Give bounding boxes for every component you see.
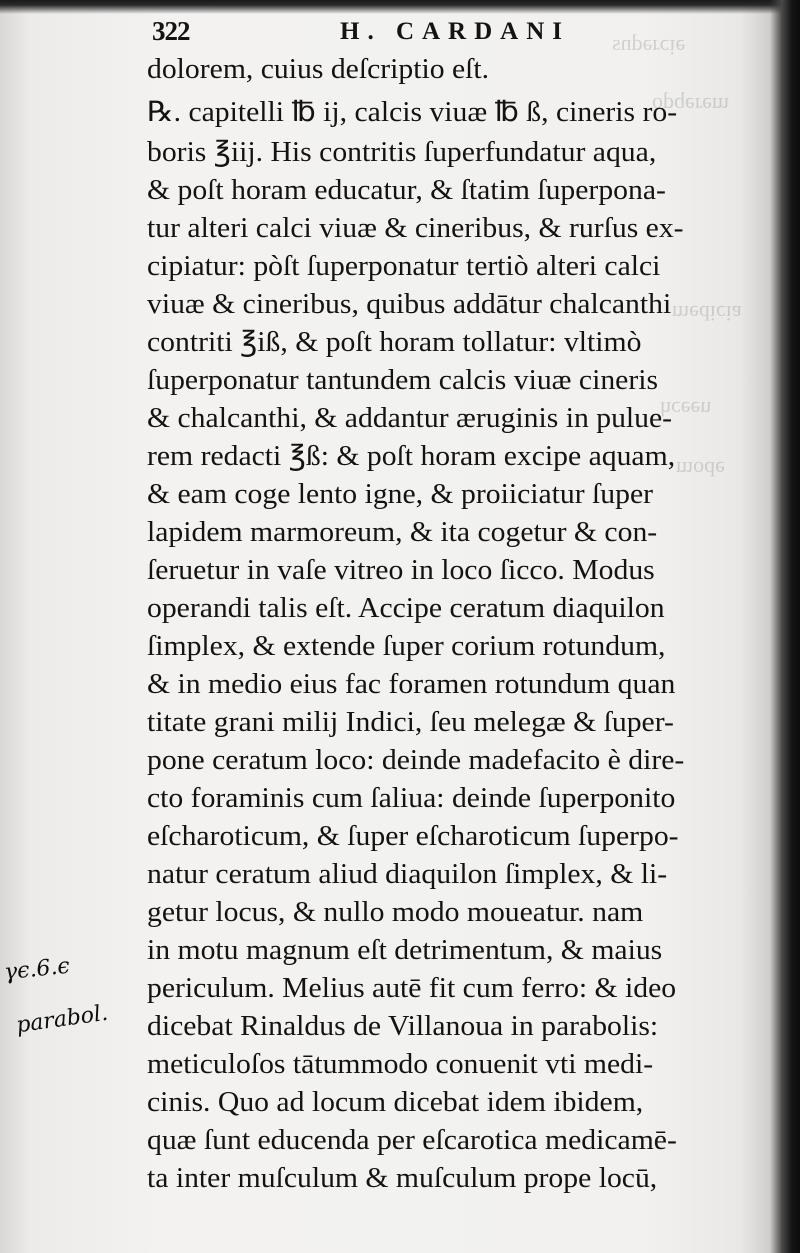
show-through-line: uǝǝɔɥ xyxy=(660,392,712,417)
text-line: ſeruetur in vaſe vitreo in loco ſicco. Modus xyxy=(147,555,655,586)
text-line: meticuloſos tātummodo conuenit vti medi- xyxy=(147,1049,654,1080)
text-line: cinis. Quo ad locum dicebat idem ibidem, xyxy=(147,1087,644,1118)
margin-annotation xyxy=(0,945,150,1055)
running-head: H. CARDANI xyxy=(340,18,570,45)
text-line: dicebat Rinaldus de Villanoua in parabolis: xyxy=(147,1011,659,1042)
show-through-line: ɐᴉɔᴉpǝɯ xyxy=(672,296,742,321)
scan-right-edge xyxy=(770,0,800,1253)
text-line: natur ceratum aliud diaquilon ſimplex, & li- xyxy=(147,859,668,890)
text-line: cipiatur: pòſt ſuperponatur tertiò alteri calci xyxy=(147,251,661,282)
margin-annotation-line: parabol. xyxy=(14,1000,110,1039)
text-line: in motu magnum eſt detrimentum, & maius xyxy=(147,935,663,966)
text-line: operandi talis eſt. Accipe ceratum diaquilon xyxy=(147,593,665,624)
scan-top-edge xyxy=(0,0,800,14)
text-line: & chalcanthi, & addantur æruginis in pulue- xyxy=(147,403,673,434)
text-line: periculum. Melius autē fit cum ferro: & ideo xyxy=(147,973,677,1004)
text-line: & in medio eius fac foramen rotundum quan xyxy=(147,669,676,700)
text-line: ℞. capitelli ℔ ij, calcis viuæ ℔ ß, cineris ro- xyxy=(147,97,678,128)
text-line: ta inter muſculum & muſculum prope locū, xyxy=(147,1163,658,1194)
text-line: boris ℥iij. His contritis ſuperfundatur aqua, xyxy=(147,137,657,168)
page-number: 322 xyxy=(152,16,190,46)
text-line: lapidem marmoreum, & ita cogetur & con- xyxy=(147,517,658,548)
text-line: & poſt horam educatur, & ſtatim ſuperpona- xyxy=(147,175,666,206)
show-through-line: ǝᴉɔɹǝdns xyxy=(612,30,686,55)
text-line: rem redacti ℥ß: & poſt horam excipe aquam, xyxy=(147,441,676,472)
text-line: getur locus, & nullo modo moueatur. nam xyxy=(147,897,644,928)
text-line: quæ ſunt educenda per eſcarotica medicamē- xyxy=(147,1125,677,1156)
page-header xyxy=(150,16,590,56)
text-line: ſuperponatur tantundem calcis viuæ cineris xyxy=(147,365,659,396)
text-line: eſcharoticum, & ſuper eſcharoticum ſuperpo- xyxy=(147,821,679,852)
text-line: cto foraminis cum ſaliua: deinde ſuperponito xyxy=(147,783,676,814)
text-line: viuæ & cineribus, quibus addātur chalcanthi xyxy=(147,289,672,320)
show-through-line: ɯǝɹǝbdo xyxy=(652,88,729,113)
text-line: & eam coge lento igne, & proiiciatur ſuper xyxy=(147,479,654,510)
text-line: pone ceratum loco: deinde madefacito è dire- xyxy=(147,745,685,776)
text-line: ſimplex, & extende ſuper corium rotundum, xyxy=(147,631,666,662)
text-line: contriti ℥iß, & poſt horam tollatur: vltimò xyxy=(147,327,642,358)
text-line: titate grani milij Indici, ſeu melegæ & ſuper- xyxy=(147,707,674,738)
text-line: tur alteri calci viuæ & cineribus, & rurſus ex- xyxy=(147,213,684,244)
text-line: dolorem, cuius deſcriptio eſt. xyxy=(147,54,490,85)
margin-annotation-line: γϵ.6.ϵ xyxy=(2,953,71,986)
show-through-line: ǝpoɯ xyxy=(676,452,725,477)
